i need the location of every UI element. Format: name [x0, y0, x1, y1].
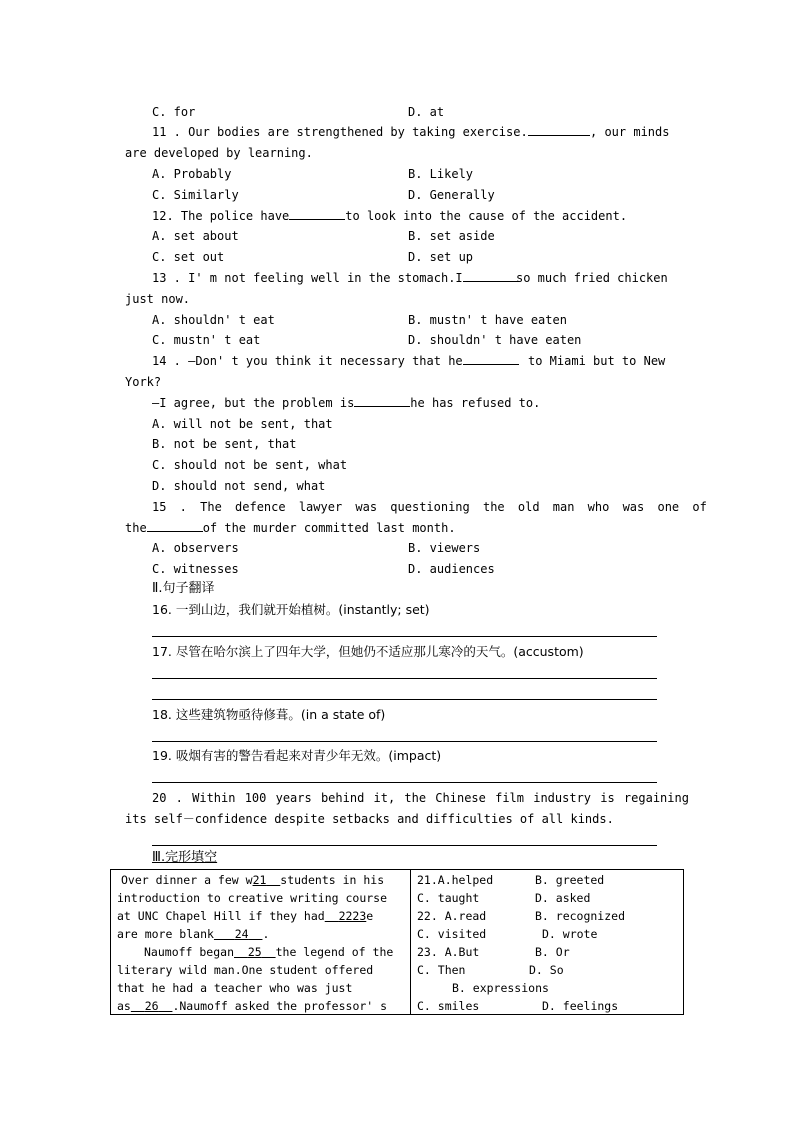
- cloze-q21-option-a: 21.A.helped: [417, 873, 494, 887]
- q13-option-c: C. mustn' t eat: [152, 333, 261, 347]
- cloze-text: students in his: [280, 873, 385, 887]
- q12-option-c: C. set out: [152, 250, 225, 264]
- cloze-q21-option-b: B. greeted: [535, 873, 605, 887]
- q14-reply-blank: [354, 395, 410, 407]
- cloze-q21-option-c: C. taught: [417, 891, 480, 905]
- cloze-blank-21: [253, 873, 281, 887]
- cloze-q24-option-b: B. expressions: [452, 981, 549, 995]
- q14-stem-end: to Miami but to New: [528, 354, 666, 368]
- q11-stem-end: , our minds: [590, 125, 670, 139]
- cloze-blank-25-number: 25: [247, 945, 262, 959]
- cloze-q21-option-d: D. asked: [535, 891, 591, 905]
- q13-option-b: B. mustn' t have eaten: [408, 313, 567, 327]
- section-3-title: [152, 850, 217, 866]
- cloze-text: Naumoff began: [144, 945, 235, 959]
- q18-prompt: 18. 这些建筑物亟待修葺。(in a state of): [152, 707, 386, 722]
- q11-stem-cont: are developed by learning.: [125, 146, 313, 160]
- cloze-passage-line-5: [144, 943, 393, 961]
- q15-blank: [147, 520, 203, 532]
- q11-option-d: D. Generally: [408, 188, 495, 202]
- q12-stem: [152, 208, 627, 224]
- q15-option-c: C. witnesses: [152, 562, 239, 576]
- q16-prompt: 16. 一到山边，我们就开始植树。(instantly; set): [152, 602, 430, 617]
- q12-option-b: B. set aside: [408, 229, 495, 243]
- q15-option-b: B. viewers: [408, 541, 481, 555]
- q14-stem-part-a: 14 . —Don' t you think it necessary that he: [152, 354, 463, 368]
- q13-option-d: D. shouldn' t have eaten: [408, 333, 582, 347]
- cloze-text: at UNC Chapel Hill if they had: [117, 909, 325, 923]
- q10-option-d: D. at: [408, 105, 445, 119]
- q14-option-c: C. should not be sent, what: [152, 458, 348, 472]
- q13-blank: [463, 270, 519, 282]
- q14-stem-cont: York?: [125, 375, 162, 389]
- q11-stem-part-a: 11 . Our bodies are strengthened by taking exercise.: [152, 125, 528, 139]
- cloze-blank-2223: [325, 909, 367, 923]
- cloze-q23-option-c: C. Then: [417, 963, 466, 977]
- cloze-blank-21-number: 21: [252, 873, 267, 887]
- q11-option-a: A. Probably: [152, 167, 232, 181]
- q12-stem-part-a: 12. The police have: [152, 209, 290, 223]
- q20-prompt-line-1: 20 . Within 100 years behind it, the Chinese film industry is regaining: [152, 791, 689, 805]
- cloze-table: [110, 869, 684, 1015]
- q13-option-a: A. shouldn' t eat: [152, 313, 275, 327]
- q17-answer-line-1: [152, 678, 657, 679]
- cloze-text: the legend of the: [275, 945, 394, 959]
- cloze-blank-26: [131, 999, 173, 1013]
- cloze-q24-option-d: D. feelings: [542, 999, 619, 1013]
- q19-answer-line: [152, 782, 657, 783]
- q15-option-a: A. observers: [152, 541, 239, 555]
- q11-stem: [152, 124, 590, 140]
- q11-blank: [528, 124, 590, 136]
- q15-option-d: D. audiences: [408, 562, 495, 576]
- q12-blank: [289, 208, 345, 220]
- q12-option-a: A. set about: [152, 229, 239, 243]
- cloze-divider: [410, 870, 411, 1014]
- cloze-passage-line-4: [117, 925, 269, 943]
- q13-stem-end: so much fried chicken: [516, 271, 668, 285]
- cloze-passage-line-1: [121, 871, 384, 889]
- q15-stem: 15 . The defence lawyer was questioning the old man who was one of: [152, 500, 707, 514]
- cloze-passage-line-6: literary wild man.One student offered: [117, 963, 374, 977]
- q14-blank: [463, 353, 519, 365]
- q20-prompt-line-2: its self－confidence despite setbacks and difficulties of all kinds.: [125, 812, 614, 826]
- q17-answer-line-2: [152, 699, 657, 700]
- q14-option-b: B. not be sent, that: [152, 437, 297, 451]
- cloze-q24-option-c: C. smiles: [417, 999, 480, 1013]
- q14-reply-part-b: he has refused to.: [410, 396, 541, 410]
- cloze-text: e: [366, 909, 374, 923]
- q10-option-c: C. for: [152, 105, 196, 119]
- q15-stem-post: of the murder committed last month.: [202, 521, 456, 535]
- q12-option-d: D. set up: [408, 250, 474, 264]
- cloze-text: are more blank: [117, 927, 214, 941]
- q17-prompt: 17. 尽管在哈尔滨上了四年大学，但她仍不适应那儿寒冷的天气。(accustom): [152, 644, 584, 659]
- cloze-blank-25: [234, 945, 276, 959]
- cloze-q23-option-b: B. Or: [535, 945, 570, 959]
- q16-answer-line: [152, 636, 657, 637]
- q15-stem-pre: the: [125, 521, 147, 535]
- q12-stem-part-b: to look into the cause of the accident.: [345, 209, 628, 223]
- cloze-text: .Naumoff asked the professor' s: [172, 999, 388, 1013]
- cloze-blank-24-number: 24: [234, 927, 249, 941]
- cloze-text: Over dinner a few w: [121, 873, 253, 887]
- q14-option-d: D. should not send, what: [152, 479, 326, 493]
- q13-stem-cont: just now.: [125, 292, 191, 306]
- cloze-passage-line-8: [117, 997, 387, 1015]
- cloze-passage-line-3: [117, 907, 373, 925]
- q13-stem: [152, 270, 519, 286]
- q14-stem: [152, 353, 519, 369]
- q15-stem-cont: [125, 520, 456, 536]
- q20-answer-line: [152, 845, 657, 846]
- cloze-passage-line-2: introduction to creative writing course: [117, 891, 388, 905]
- cloze-q22-option-a: 22. A.read: [417, 909, 487, 923]
- q14-reply: [152, 395, 540, 411]
- cloze-text: as: [117, 999, 131, 1013]
- cloze-blank-24: [214, 927, 263, 941]
- q13-stem-part-a: 13 . I' m not feeling well in the stomach.I: [152, 271, 463, 285]
- q14-reply-part-a: —I agree, but the problem is: [152, 396, 355, 410]
- cloze-passage-line-7: that he had a teacher who was just: [117, 981, 353, 995]
- section-3-title-text: Ⅲ.完形填空: [152, 850, 218, 865]
- cloze-blank-2223-number: 2223: [338, 909, 367, 923]
- cloze-q22-option-c: C. visited: [417, 927, 487, 941]
- q11-option-c: C. Similarly: [152, 188, 239, 202]
- cloze-q23-option-d: D. So: [529, 963, 564, 977]
- cloze-q23-option-a: 23. A.But: [417, 945, 480, 959]
- q19-prompt: 19. 吸烟有害的警告看起来对青少年无效。(impact): [152, 748, 442, 763]
- q11-option-b: B. Likely: [408, 167, 474, 181]
- q14-option-a: A. will not be sent, that: [152, 417, 333, 431]
- cloze-text: .: [262, 927, 270, 941]
- section-2-title: Ⅱ.句子翻译: [152, 581, 215, 596]
- q18-answer-line: [152, 741, 657, 742]
- cloze-blank-26-number: 26: [144, 999, 159, 1013]
- cloze-q22-option-b: B. recognized: [535, 909, 626, 923]
- cloze-q22-option-d: D. wrote: [542, 927, 598, 941]
